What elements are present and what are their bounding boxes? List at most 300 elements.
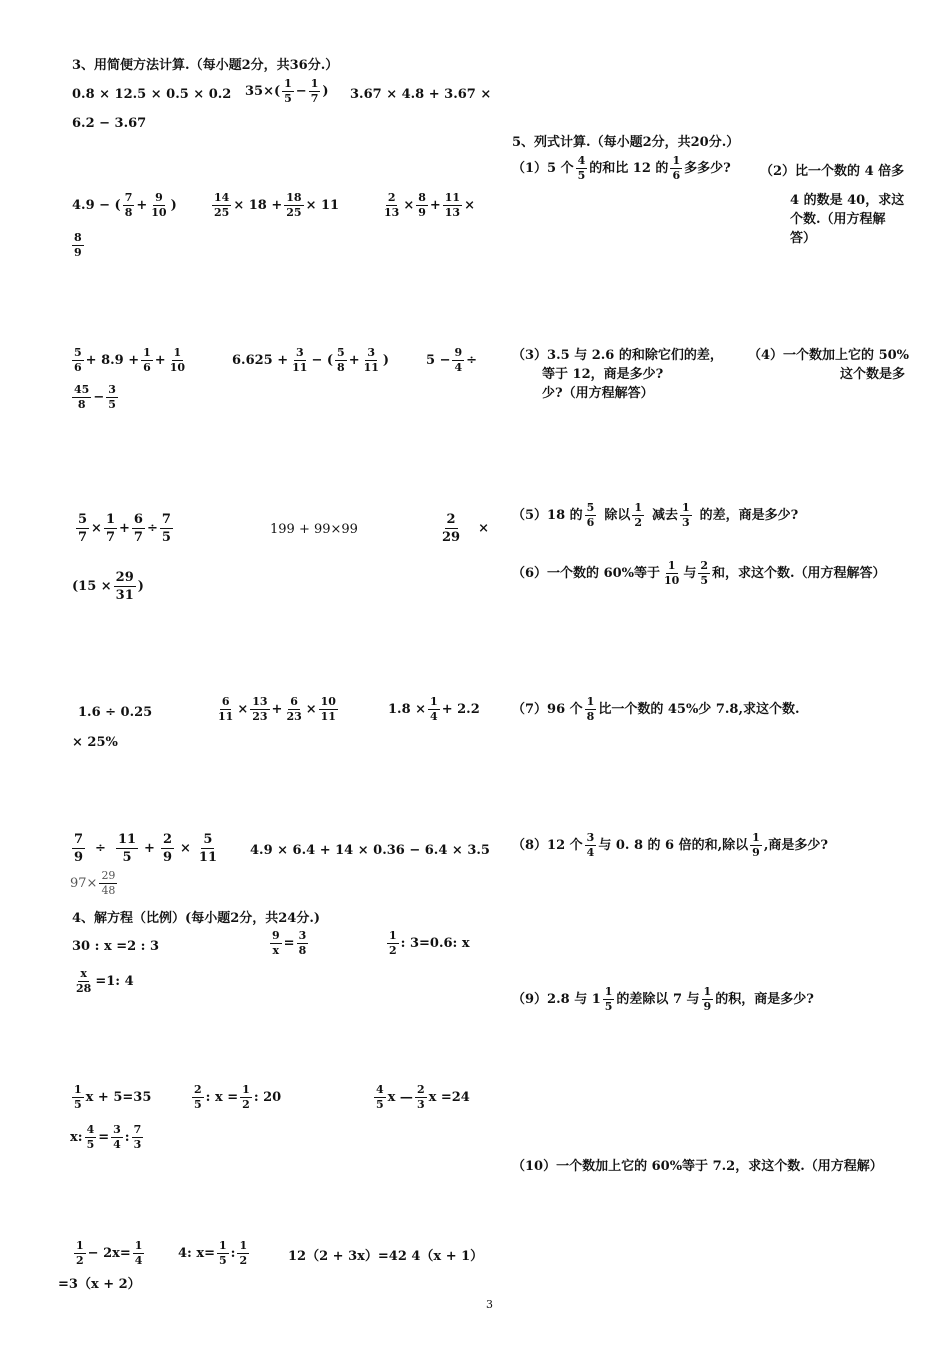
- numerator: 7: [74, 832, 84, 847]
- fraction: [99, 870, 117, 897]
- denominator: 13: [444, 206, 461, 219]
- text: :: [230, 1246, 236, 1261]
- text: （7）96 个: [512, 702, 583, 717]
- text: （1）5 个: [512, 161, 574, 176]
- numerator: 1: [219, 1239, 227, 1252]
- text: ×: [237, 702, 249, 717]
- fraction: [72, 384, 91, 411]
- fraction: [415, 1084, 427, 1111]
- fraction: [72, 347, 84, 374]
- denominator: 2: [389, 944, 397, 957]
- eq-2a: [70, 1084, 151, 1111]
- denominator: 4: [113, 1138, 121, 1151]
- denominator: 9: [418, 206, 426, 219]
- question-1: [512, 155, 731, 182]
- text: −: [295, 84, 307, 99]
- denominator: 23: [252, 710, 268, 723]
- fraction: [309, 78, 321, 105]
- text: : x =: [205, 1090, 239, 1105]
- fraction: [387, 930, 399, 957]
- denominator: 5: [219, 1254, 227, 1267]
- denominator: 7: [105, 530, 115, 545]
- numerator: 7: [133, 1123, 142, 1136]
- fraction: [603, 986, 615, 1013]
- denominator: 31: [115, 588, 134, 603]
- question-2-line3: 个数.（用方程解: [790, 212, 886, 227]
- fraction: [440, 512, 462, 545]
- text: 的积，商是多少?: [715, 992, 814, 1007]
- question-2-line4: 答）: [790, 231, 817, 246]
- denominator: 11: [320, 710, 336, 723]
- denominator: 48: [101, 884, 116, 897]
- expr-3c: [426, 347, 477, 374]
- fraction: [750, 832, 762, 859]
- expr-5c: [388, 696, 480, 723]
- numerator: 2: [194, 1083, 202, 1096]
- fraction: [585, 832, 597, 859]
- expr-6c: [70, 870, 119, 897]
- text: 与: [683, 566, 697, 581]
- fraction: [197, 832, 219, 865]
- fraction: [104, 512, 117, 545]
- eq-2b: [190, 1084, 281, 1111]
- numerator: 1: [284, 77, 292, 90]
- numerator: 5: [586, 501, 595, 514]
- denominator: 29: [442, 530, 461, 545]
- eq-3c-cont: =3（x + 2）: [58, 1277, 141, 1292]
- text: 的和比 12 的: [589, 161, 669, 176]
- text: +: [136, 198, 148, 213]
- denominator: x: [272, 944, 280, 957]
- text: 除以: [604, 508, 631, 523]
- numerator: 2: [416, 1083, 425, 1096]
- fraction: [702, 986, 714, 1013]
- text: ×: [91, 521, 102, 536]
- denominator: 6: [586, 516, 595, 529]
- numerator: 2: [162, 832, 172, 847]
- denominator: 11: [292, 361, 308, 374]
- numerator: 1: [74, 1083, 82, 1096]
- text: 4.9 − (: [72, 198, 121, 213]
- expr-4c-cont: [72, 570, 144, 603]
- fraction: [443, 192, 462, 219]
- section4-heading: 4、解方程（比例）(每小题2分，共24分.): [72, 911, 321, 926]
- fraction: [85, 1124, 97, 1151]
- fraction: [240, 1084, 252, 1111]
- fraction: [250, 696, 269, 723]
- question-9: [512, 986, 814, 1013]
- numerator: 2: [387, 191, 396, 204]
- question-4-line2: 这个数是多: [840, 367, 906, 382]
- denominator: 6: [74, 361, 82, 374]
- numerator: 1: [143, 346, 151, 359]
- fraction: [168, 347, 187, 374]
- fraction: [212, 192, 231, 219]
- denominator: 4: [430, 710, 438, 723]
- numerator: 13: [252, 695, 268, 708]
- question-7: [512, 696, 800, 723]
- text: +: [429, 198, 441, 213]
- text: (15 ×: [72, 579, 112, 594]
- text: 与 0. 8 的 6 倍的和,除以: [598, 838, 749, 853]
- eq-2c: [372, 1084, 470, 1111]
- fraction: [284, 192, 303, 219]
- fraction: [141, 347, 153, 374]
- denominator: 2: [76, 1254, 84, 1267]
- denominator: 9: [74, 850, 84, 865]
- expr-6a: [70, 832, 221, 865]
- fraction: [362, 347, 381, 374]
- numerator: 11: [117, 832, 137, 847]
- text: 和，求这个数.（用方程解答）: [712, 566, 886, 581]
- denominator: 7: [310, 92, 319, 105]
- expr-4a: [74, 512, 175, 545]
- text: 4: x=: [178, 1246, 216, 1261]
- denominator: 11: [198, 850, 217, 865]
- denominator: 3: [682, 516, 690, 529]
- fraction: [114, 570, 136, 603]
- numerator: 1: [430, 695, 438, 708]
- text: ): [382, 353, 390, 368]
- fraction: [416, 192, 428, 219]
- text: +: [119, 521, 130, 536]
- fraction: [270, 930, 282, 957]
- question-8: [512, 832, 828, 859]
- numerator: 1: [389, 929, 397, 942]
- numerator: 3: [108, 383, 116, 396]
- numerator: 8: [74, 231, 82, 244]
- fraction: [216, 696, 235, 723]
- text: ×: [305, 702, 317, 717]
- fraction: [428, 696, 440, 723]
- numerator: 1: [239, 1239, 248, 1252]
- denominator: 3: [133, 1138, 142, 1151]
- text: 比一个数的 45%少 7.8,求这个数.: [598, 702, 800, 717]
- fraction: [585, 696, 597, 723]
- fraction: [632, 502, 644, 529]
- text: +: [154, 353, 166, 368]
- numerator: 2: [446, 512, 456, 527]
- text: ÷: [466, 353, 478, 368]
- expr-1c: 3.67 × 4.8 + 3.67 ×: [350, 87, 492, 102]
- denominator: 2: [242, 1098, 250, 1111]
- section3-heading: 3、用简便方法计算.（每小题2分，共36分.）: [72, 58, 339, 73]
- numerator: 9: [454, 346, 463, 359]
- text: x —: [387, 1090, 413, 1105]
- text: x:: [70, 1130, 83, 1145]
- expr-3b: [232, 347, 389, 374]
- numerator: 29: [115, 570, 134, 585]
- text: × 11: [305, 198, 340, 213]
- denominator: 13: [384, 206, 400, 219]
- expr-4b: 199 + 99×99: [270, 522, 358, 537]
- fraction: [670, 155, 682, 182]
- text: +: [348, 353, 360, 368]
- expr-2c: [380, 192, 475, 219]
- fraction: [282, 78, 294, 105]
- text: 5 −: [426, 353, 451, 368]
- expr-1a: 0.8 × 12.5 × 0.5 × 0.2: [72, 87, 232, 102]
- text: +: [144, 841, 155, 856]
- numerator: 1: [682, 501, 690, 514]
- numerator: 6: [290, 695, 298, 708]
- text: ): [170, 198, 177, 213]
- text: x + 5=35: [85, 1090, 152, 1105]
- fraction: [319, 696, 338, 723]
- denominator: 25: [286, 206, 302, 219]
- fraction: [72, 1084, 84, 1111]
- question-2-line1: （2）比一个数的 4 倍多: [760, 164, 905, 179]
- expr-2b: [210, 192, 339, 219]
- fraction: [74, 1240, 86, 1267]
- numerator: 1: [173, 346, 182, 359]
- denominator: 5: [108, 398, 116, 411]
- denominator: 7: [133, 530, 143, 545]
- text: 减去: [652, 508, 679, 523]
- fraction: [662, 560, 681, 587]
- denominator: 9: [162, 850, 172, 865]
- expr-5a: 1.6 ÷ 0.25: [78, 705, 153, 720]
- fraction: [123, 192, 135, 219]
- fraction: [576, 155, 588, 182]
- fraction: [374, 1084, 386, 1111]
- eq-3b: [178, 1240, 251, 1267]
- numerator: 9: [272, 929, 280, 942]
- text: : 3=0.6: x: [400, 936, 470, 951]
- fraction: [382, 192, 401, 219]
- denominator: 8: [124, 206, 133, 219]
- numerator: 3: [295, 346, 304, 359]
- page-number: 3: [486, 1298, 493, 1311]
- fraction: [192, 1084, 204, 1111]
- fraction: [160, 512, 173, 545]
- denominator: 8: [337, 361, 345, 374]
- numerator: 5: [74, 346, 82, 359]
- text: 多多少?: [684, 161, 731, 176]
- numerator: 11: [444, 191, 461, 204]
- fraction: [290, 347, 309, 374]
- text: =1: 4: [95, 974, 134, 989]
- eq-2d: [70, 1124, 145, 1151]
- text: 97×: [70, 876, 98, 891]
- question-3-line1: （3）3.5 与 2.6 的和除它们的差，: [512, 348, 723, 363]
- fraction: [335, 347, 347, 374]
- expr-5c-cont: × 25%: [72, 735, 118, 750]
- text: ÷: [146, 521, 158, 536]
- question-3-line3: 少?（用方程解答）: [542, 386, 654, 401]
- expr-6b: 4.9 × 6.4 + 14 × 0.36 − 6.4 × 3.5: [250, 843, 490, 858]
- fraction: [297, 930, 309, 957]
- expr-3c-cont: [70, 384, 120, 411]
- denominator: 5: [577, 169, 586, 182]
- denominator: 6: [143, 361, 151, 374]
- denominator: 5: [194, 1098, 202, 1111]
- text: ): [322, 84, 329, 99]
- text: （9）2.8 与 1: [512, 992, 601, 1007]
- denominator: 5: [122, 850, 132, 865]
- text: 1.8 ×: [388, 702, 427, 717]
- expr-2a: [72, 192, 177, 219]
- fraction: [680, 502, 692, 529]
- numerator: 1: [672, 154, 681, 167]
- fraction: [452, 347, 464, 374]
- fraction: [72, 232, 84, 259]
- text: =: [98, 1130, 110, 1145]
- denominator: 28: [76, 982, 92, 995]
- numerator: 3: [113, 1123, 121, 1136]
- numerator: 1: [586, 695, 595, 708]
- numerator: 4: [376, 1083, 384, 1096]
- text: =: [283, 936, 295, 951]
- numerator: 4: [86, 1123, 95, 1136]
- denominator: 10: [169, 361, 185, 374]
- numerator: 18: [286, 191, 302, 204]
- expr-2c-cont: [70, 232, 86, 259]
- denominator: 8: [298, 944, 307, 957]
- text: − (: [311, 353, 334, 368]
- fraction: [111, 1124, 123, 1151]
- numerator: 9: [155, 191, 163, 204]
- denominator: 9: [703, 1000, 712, 1013]
- denominator: 6: [672, 169, 681, 182]
- denominator: 5: [74, 1098, 82, 1111]
- denominator: 23: [286, 710, 302, 723]
- numerator: 1: [703, 985, 712, 998]
- denominator: 10: [151, 206, 167, 219]
- eq-1a: 30 : x =2 : 3: [72, 939, 160, 954]
- fraction: [698, 560, 710, 587]
- numerator: 1: [105, 512, 115, 527]
- fraction: [116, 832, 138, 865]
- fraction: [133, 1240, 145, 1267]
- numerator: 1: [76, 1239, 84, 1252]
- numerator: 3: [586, 831, 595, 844]
- numerator: 1: [634, 501, 642, 514]
- text: x =24: [428, 1090, 470, 1105]
- numerator: 1: [310, 77, 319, 90]
- numerator: 6: [221, 695, 230, 708]
- fraction: [237, 1240, 249, 1267]
- text: 35×(: [245, 84, 281, 99]
- numerator: 1: [134, 1239, 143, 1252]
- text: （6）一个数的 60%等于: [512, 566, 661, 581]
- expr-3a: [70, 347, 189, 374]
- text: + 8.9 +: [85, 353, 140, 368]
- question-2-line2: 4 的数是 40，求这: [790, 193, 905, 208]
- fraction: [217, 1240, 229, 1267]
- denominator: 2: [634, 516, 642, 529]
- denominator: 5: [86, 1138, 95, 1151]
- text: ×: [180, 841, 191, 856]
- numerator: 7: [124, 191, 133, 204]
- text: ×: [403, 198, 415, 213]
- text: + 2.2: [441, 702, 480, 717]
- numerator: 3: [298, 929, 307, 942]
- denominator: 7: [78, 530, 88, 545]
- text: （5）18 的: [512, 508, 583, 523]
- text: −: [93, 390, 105, 405]
- eq-1d: [72, 968, 134, 995]
- numerator: x: [80, 967, 87, 980]
- numerator: 1: [242, 1083, 250, 1096]
- eq-3a: [72, 1240, 146, 1267]
- question-10: （10）一个数加上它的 60%等于 7.2，求这个数.（用方程解）: [512, 1159, 883, 1174]
- expr-1c-cont: 6.2 − 3.67: [72, 116, 147, 131]
- text: 的差，商是多少?: [699, 508, 799, 523]
- expr-5b: [214, 696, 340, 723]
- numerator: 4: [577, 154, 586, 167]
- numerator: 5: [203, 832, 213, 847]
- numerator: 6: [133, 512, 143, 527]
- text: +: [271, 702, 283, 717]
- denominator: 9: [752, 846, 760, 859]
- numerator: 14: [214, 191, 230, 204]
- text: （8）12 个: [512, 838, 583, 853]
- question-6: [512, 560, 886, 587]
- fraction: [76, 512, 89, 545]
- fraction: [284, 696, 303, 723]
- denominator: 10: [664, 574, 680, 587]
- eq-1c: [385, 930, 470, 957]
- text: ×: [478, 521, 489, 536]
- fraction: [132, 512, 145, 545]
- text: ,商是多少?: [763, 838, 828, 853]
- denominator: 11: [218, 710, 234, 723]
- expr-4c: [438, 512, 489, 545]
- fraction: [106, 384, 118, 411]
- numerator: 7: [161, 512, 171, 527]
- text: 的差除以 7 与: [616, 992, 700, 1007]
- fraction: [72, 832, 85, 865]
- fraction: [585, 502, 597, 529]
- denominator: 4: [454, 361, 463, 374]
- denominator: 11: [363, 361, 379, 374]
- numerator: 1: [604, 985, 613, 998]
- fraction: [132, 1124, 144, 1151]
- fraction: [74, 968, 93, 995]
- numerator: 45: [74, 383, 90, 396]
- text: : 20: [253, 1090, 282, 1105]
- numerator: 29: [101, 869, 116, 882]
- denominator: 4: [586, 846, 595, 859]
- eq-3c: 12（2 + 3x）=42 4（x + 1）: [288, 1249, 484, 1264]
- text: ÷: [95, 841, 106, 856]
- denominator: 5: [604, 1000, 613, 1013]
- text: − 2x=: [87, 1246, 131, 1261]
- text: ×: [464, 198, 475, 213]
- text: × 18 +: [233, 198, 283, 213]
- denominator: 3: [416, 1098, 425, 1111]
- denominator: 5: [284, 92, 292, 105]
- numerator: 1: [752, 831, 760, 844]
- question-3-line2: 等于 12，商是多少?: [542, 367, 664, 382]
- denominator: 5: [161, 530, 171, 545]
- denominator: 4: [134, 1254, 143, 1267]
- text: ): [137, 579, 144, 594]
- numerator: 10: [320, 695, 336, 708]
- denominator: 5: [376, 1098, 384, 1111]
- denominator: 8: [586, 710, 595, 723]
- numerator: 1: [667, 559, 676, 572]
- text: :: [124, 1130, 130, 1145]
- numerator: 5: [337, 346, 345, 359]
- denominator: 9: [74, 246, 82, 259]
- question-5: [512, 502, 798, 529]
- denominator: 25: [214, 206, 230, 219]
- text: 6.625 +: [232, 353, 289, 368]
- eq-1b: [268, 930, 310, 957]
- section5-heading: 5、列式计算.（每小题2分，共20分.）: [512, 135, 740, 150]
